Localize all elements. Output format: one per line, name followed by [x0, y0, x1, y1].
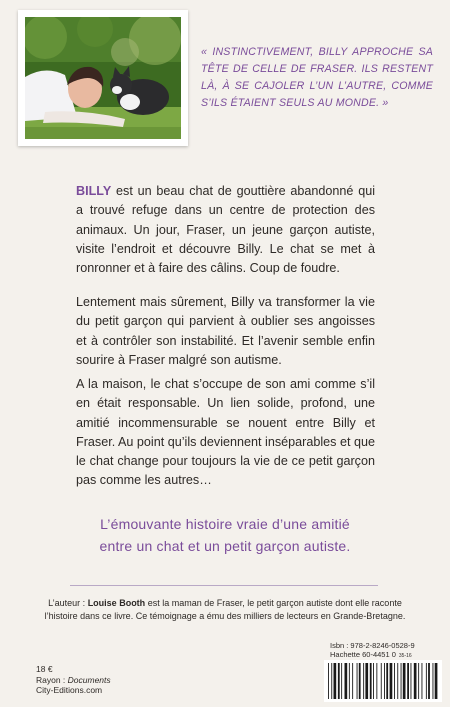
barcode-bar	[401, 663, 402, 699]
boy-and-cat-photo	[25, 17, 181, 139]
paragraph-intro	[76, 182, 375, 278]
barcode-bar	[403, 663, 406, 699]
publisher-website: City-Editions.com	[36, 685, 103, 695]
barcode-bar	[384, 663, 385, 699]
barcode-bar	[397, 663, 398, 699]
barcode-icon	[324, 660, 442, 702]
barcode-bar	[357, 663, 358, 699]
edition-code: 35-16	[398, 653, 412, 659]
tagline-line-2: entre un chat et un petit garçon autiste.	[99, 538, 351, 554]
barcode-bar	[365, 663, 368, 699]
barcode-bar	[381, 663, 382, 699]
barcode-bar	[349, 663, 350, 699]
barcode-bar	[422, 663, 423, 699]
rayon-label: Rayon :	[36, 674, 68, 685]
isbn-block	[330, 641, 440, 661]
publisher-code-text: Hachette 60-4451 0	[330, 650, 396, 659]
barcode-bar	[386, 663, 388, 699]
barcode-bar	[414, 663, 417, 699]
tagline-line-1: L’émouvante histoire vraie d’une amitié	[100, 516, 350, 532]
barcode-bar	[359, 663, 361, 699]
author-name: Louise Booth	[87, 598, 146, 608]
rayon	[36, 675, 111, 686]
divider	[70, 585, 378, 586]
barcode-bar	[328, 663, 329, 699]
tagline	[40, 513, 410, 557]
photo-illustration	[25, 17, 181, 139]
barcode-bar	[418, 663, 419, 699]
barcode-bar	[352, 663, 353, 699]
barcode-bar	[433, 663, 434, 699]
barcode-bar	[341, 663, 342, 699]
rayon-value: Documents	[67, 674, 111, 685]
barcode-bar	[426, 663, 427, 699]
barcode-bar	[345, 663, 348, 699]
barcode-bar	[338, 663, 340, 699]
author-bio-text: est la maman de Fraser, le petit garçon autiste dont elle raconte l’histoire dans ce livre. Ce témoignage a ému des milliers de lecteurs en Grande-Bretagne.	[44, 598, 406, 621]
barcode-bar	[373, 663, 374, 699]
barcode-bar	[390, 663, 393, 699]
barcode-bar	[363, 663, 364, 699]
barcode-bar	[331, 663, 332, 699]
barcode-bar	[334, 663, 337, 699]
price-block	[36, 664, 111, 696]
paragraph-intro-text: est un beau chat de gouttière abandonné qui a trouvé refuge dans un centre de protection des animaux. Un jour, Fraser, un jeune garçon autiste, visite l’endroit et découvre Billy. Le chat se met à ronronner et à faire des câlins. Coup de foudre.	[76, 184, 375, 276]
photo-frame	[18, 10, 188, 146]
barcode-bar	[394, 663, 395, 699]
author-bio	[42, 597, 408, 622]
barcode-bar	[411, 663, 412, 699]
barcode-bar	[407, 663, 409, 699]
barcode-bar	[435, 663, 438, 699]
paragraph-three: A la maison, le chat s’occupe de son ami comme s’il en était responsable. Un lien solide, profond, une amitié incommensurable se nouent entre Billy et Fraser. Au point qu’ils deviennent inséparables et que le chat change pour toujours la vie de ce petit garçon pas comme les autres…	[76, 377, 375, 488]
barcode	[324, 660, 442, 702]
isbn-number: Isbn : 978-2-8246-0528-9	[330, 641, 415, 650]
barcode-bar	[376, 663, 377, 699]
lead-word: BILLY	[76, 184, 112, 198]
barcode-bar	[428, 663, 430, 699]
price: 18 €	[36, 664, 53, 674]
barcode-bar	[370, 663, 372, 699]
author-prefix: L’auteur :	[48, 598, 88, 608]
paragraph-two: Lentement mais sûrement, Billy va transformer la vie du petit garçon qui parvient à oublier ses angoisses et à contrôler son instabilité. Et l’avenir semble enfin sourire à Fraser malgré son autisme.	[76, 295, 375, 367]
pull-quote: « INSTINCTIVEMENT, BILLY APPROCHE SA TÊTE DE CELLE DE FRASER. ILS RESTENT LÀ, À SE CAJOLER L’UN L’AUTRE, COMME S’ILS ÉTAIENT SEULS AU MONDE. »	[201, 46, 433, 109]
